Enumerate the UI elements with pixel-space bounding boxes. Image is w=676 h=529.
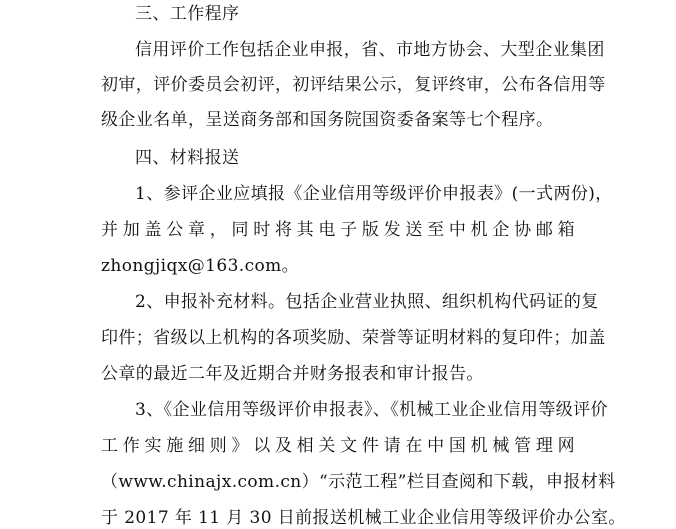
paragraph-line: 信用评价工作包括企业申报，省、市地方协会、大型企业集团 bbox=[135, 40, 605, 60]
paragraph-line: 级企业名单，呈送商务部和国务院国资委备案等七个程序。 bbox=[101, 110, 554, 130]
deadline-line: 于 2017 年 11 月 30 日前报送机械工业企业信用等级评价办公室。 bbox=[101, 508, 626, 528]
paragraph-line: 印件；省级以上机构的各项奖励、荣誉等证明材料的复印件；加盖 bbox=[101, 328, 606, 348]
section-heading-materials: 四、材料报送 bbox=[135, 148, 240, 168]
paragraph-line: 并加盖公章，同时将其电子版发送至中机企协邮箱 bbox=[101, 220, 575, 240]
paragraph-line: 2、申报补充材料。包括企业营业执照、组织机构代码证的复 bbox=[135, 292, 599, 312]
email-address-line: zhongjiqx@163.com。 bbox=[101, 256, 300, 276]
section-heading-work-procedure: 三、工作程序 bbox=[135, 4, 240, 24]
paragraph-line: 3、《企业信用等级评价申报表》、《机械工业企业信用等级评价 bbox=[135, 400, 608, 420]
paragraph-line: 1、参评企业应填报《企业信用等级评价申报表》(一式两份)， bbox=[135, 184, 613, 204]
paragraph-line: 工作实施细则》以及相关文件请在中国机械管理网 bbox=[101, 436, 575, 456]
paragraph-line: 公章的最近二年及近期合并财务报表和审计报告。 bbox=[101, 364, 484, 384]
website-line: （www.chinajx.com.cn）“示范工程”栏目查阅和下载，申报材料 bbox=[101, 472, 616, 492]
paragraph-line: 初审，评价委员会初评，初评结果公示，复评终审，公布各信用等 bbox=[101, 75, 606, 95]
